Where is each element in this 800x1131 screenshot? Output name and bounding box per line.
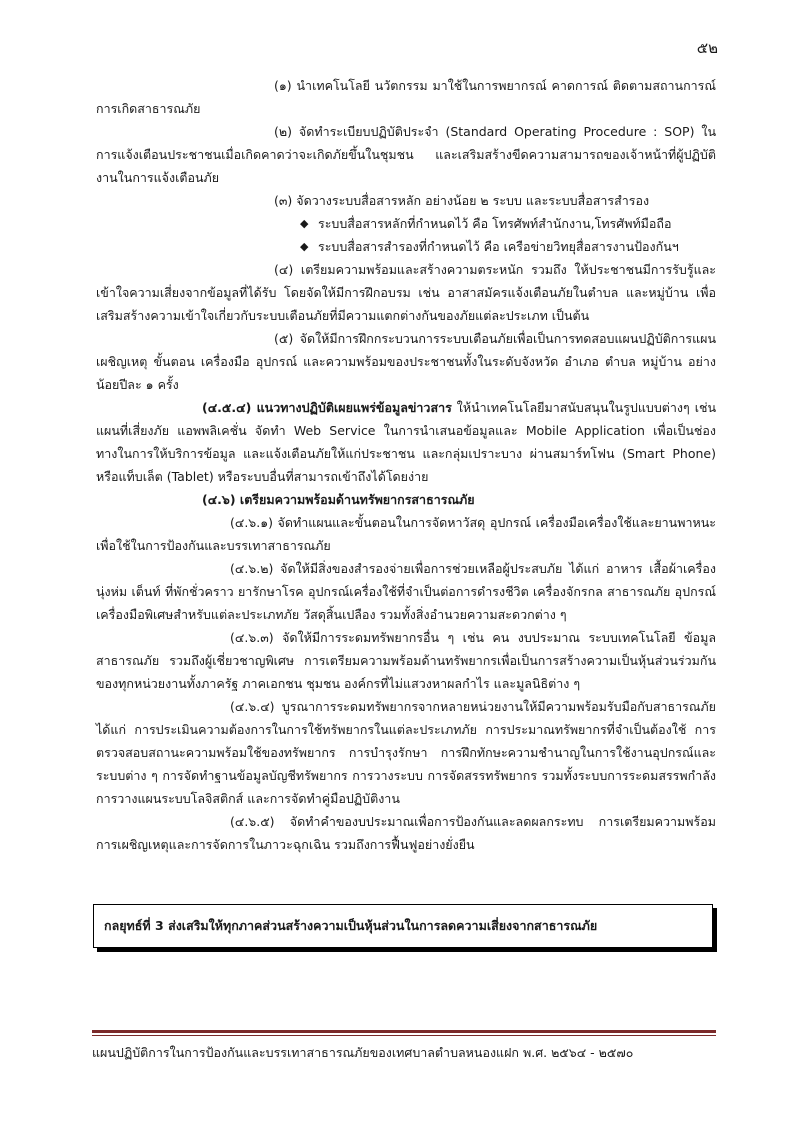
- section-4-6-item: (๔.๖.๕) จัดทำคำของบประมาณเพื่อการป้องกันและลดผลกระทบ การเตรียมความพร้อม การเผชิญเหตุและการจัดการในภาวะฉุกเฉิน รวมถึงการฟื้นฟูอย่างยั่งยืน: [96, 814, 716, 852]
- section-4-6-item: (๔.๖.๒) จัดให้มีสิ่งของสำรองจ่ายเพื่อการช่วยเหลือผู้ประสบภัย ได้แก่ อาหาร เสื้อผ้าเครื่องนุ่งห่ม เต็นท์ ที่พักชั่วคราว ยารักษาโรค อุปกรณ์เครื่องใช้ที่จำเป็นต่อการดำรงชีวิต เครื่องจักรกล สาธารณภัย อุปกรณ์เครื่องมือพิเศษสำหรับแต่ละประเภทภัย วัสดุสิ้นเปลือง รวมทั้งสิ่งอำนวยความสะดวกต่าง ๆ: [96, 561, 716, 622]
- paragraph-2: (๒) จัดทำระเบียบปฏิบัติประจำ (Standard Operating Procedure : SOP) ในการแจ้งเตือนประชาชนเมื่อเกิดคาดว่าจะเกิดภัยขึ้นในชุมชน และเสริมสร้างขีดความสามารถของเจ้าหน้าที่ผู้ปฏิบัติงานในการแจ้งเตือนภัย: [96, 124, 716, 185]
- section-4-6-heading: (๔.๖) เตรียมความพร้อมด้านทรัพยากรสาธารณภัย: [202, 492, 475, 507]
- page-number: ๕๒: [696, 39, 718, 57]
- section-4-5-4: (๔.๕.๔) แนวทางปฏิบัติเผยแพร่ข้อมูลข่าวสาร ให้นำเทคโนโลยีมาสนับสนุนในรูปแบบต่างๆ เช่น แผนที่เสี่ยงภัย แอพพลิเคชั่น จัดทำ Web Service ในการนำเสนอข้อมูลและ Mobile Application เพื่อเป็นช่องทางในการให้บริการข้อมูล และแจ้งเตือนภัยให้แก่ประชาชน และกลุ่มเปราะบาง ผ่านสมาร์ทโฟน (Smart Phone) หรือแท็บเล็ต (Tablet) หรือระบบอื่นที่สามารถเข้าถึงได้โดยง่าย: [96, 400, 716, 484]
- footer-rule-thick: [92, 1030, 716, 1033]
- document-body: [96, 74, 716, 856]
- page-footer: แผนปฏิบัติการในการป้องกันและบรรเทาสาธารณภัยของเทศบาลตำบลหนองแฝก พ.ศ. ๒๕๖๔ - ๒๕๗๐: [92, 1045, 634, 1060]
- section-heading: (๔.๕.๔) แนวทางปฏิบัติเผยแพร่ข้อมูลข่าวสาร: [202, 400, 452, 415]
- section-4-6-item: (๔.๖.๔) บูรณาการระดมทรัพยากรจากหลายหน่วยงานให้มีความพร้อมรับมือกับสาธารณภัย ได้แก่ การประเมินความต้องการในการใช้ทรัพยากรในแต่ละประเภทภัย การประมาณทรัพยากรที่จำเป็นต้องใช้ การตรวจสอบสถานะความพร้อมใช้ของทรัพยากร การบำรุงรักษา การฝึกทักษะความชำนาญในการใช้งานอุปกรณ์และระบบต่าง ๆ การจัดทำฐานข้อมูลบัญชีทรัพยากร การวางระบบ การจัดสรรทรัพยากร รวมทั้งระบบการระดมสรรพกำลัง การวางแผนระบบโลจิสติกส์ และการจัดทำคู่มือปฏิบัติงาน: [96, 699, 716, 806]
- diamond-bullet-icon: ◆: [300, 240, 309, 253]
- paragraph-4: (๔) เตรียมความพร้อมและสร้างความตระหนัก รวมถึง ให้ประชาชนมีการรับรู้และเข้าใจความเสี่ยงจากข้อมูลที่ได้รับ โดยจัดให้มีการฝึกอบรม เช่น อาสาสมัครแจ้งเตือนภัยในตำบล และหมู่บ้าน เพื่อเสริมสร้างความเข้าใจเกี่ยวกับระบบเตือนภัยที่มีความแตกต่างกันของภัยแต่ละประเภท เป็นต้น: [96, 262, 716, 323]
- section-4-6-item: (๔.๖.๓) จัดให้มีการระดมทรัพยากรอื่น ๆ เช่น คน งบประมาณ ระบบเทคโนโลยี ข้อมูลสาธารณภัย รวมถึงผู้เชี่ยวชาญพิเศษ การเตรียมความพร้อมด้านทรัพยากรเพื่อเป็นการสร้างความเป็นหุ้นส่วนร่วมกันของทุกหน่วยงานทั้งภาครัฐ ภาคเอกชน ชุมชน องค์กรที่ไม่แสวงหาผลกำไร และมูลนิธิต่าง ๆ: [96, 630, 716, 691]
- strategy-box: กลยุทธ์ที่ 3 ส่งเสริมให้ทุกภาคส่วนสร้างความเป็นหุ้นส่วนในการลดความเสี่ยงจากสาธารณภัย: [93, 904, 713, 948]
- section-4-6-item: (๔.๖.๑) จัดทำแผนและขั้นตอนในการจัดหาวัสดุ อุปกรณ์ เครื่องมือเครื่องใช้และยานพาหนะ เพื่อใช้ในการป้องกันและบรรเทาสาธารณภัย: [96, 515, 716, 553]
- paragraph-1: (๑) นำเทคโนโลยี นวัตกรรม มาใช้ในการพยากรณ์ คาดการณ์ ติดตามสถานการณ์การเกิดสาธารณภัย: [96, 78, 716, 116]
- bullet-item: ◆ ระบบสื่อสารสำรองที่กำหนดไว้ คือ เครือข่ายวิทยุสื่อสารงานป้องกันฯ: [96, 235, 716, 258]
- diamond-bullet-icon: ◆: [300, 217, 309, 230]
- footer-rule-thin: [92, 1035, 716, 1036]
- paragraph-3: (๓) จัดวางระบบสื่อสารหลัก อย่างน้อย ๒ ระบบ และระบบสื่อสารสำรอง: [274, 193, 650, 208]
- paragraph-5: (๕) จัดให้มีการฝึกกระบวนการระบบเตือนภัยเพื่อเป็นการทดสอบแผนปฏิบัติการแผนเผชิญเหตุ ขั้นตอน เครื่องมือ อุปกรณ์ และความพร้อมของประชาชนทั้งในระดับจังหวัด อำเภอ ตำบล หมู่บ้าน อย่างน้อยปีละ ๑ ครั้ง: [96, 331, 716, 392]
- bullet-item: ◆ ระบบสื่อสารหลักที่กำหนดไว้ คือ โทรศัพท์สำนักงาน,โทรศัพท์มือถือ: [96, 212, 716, 235]
